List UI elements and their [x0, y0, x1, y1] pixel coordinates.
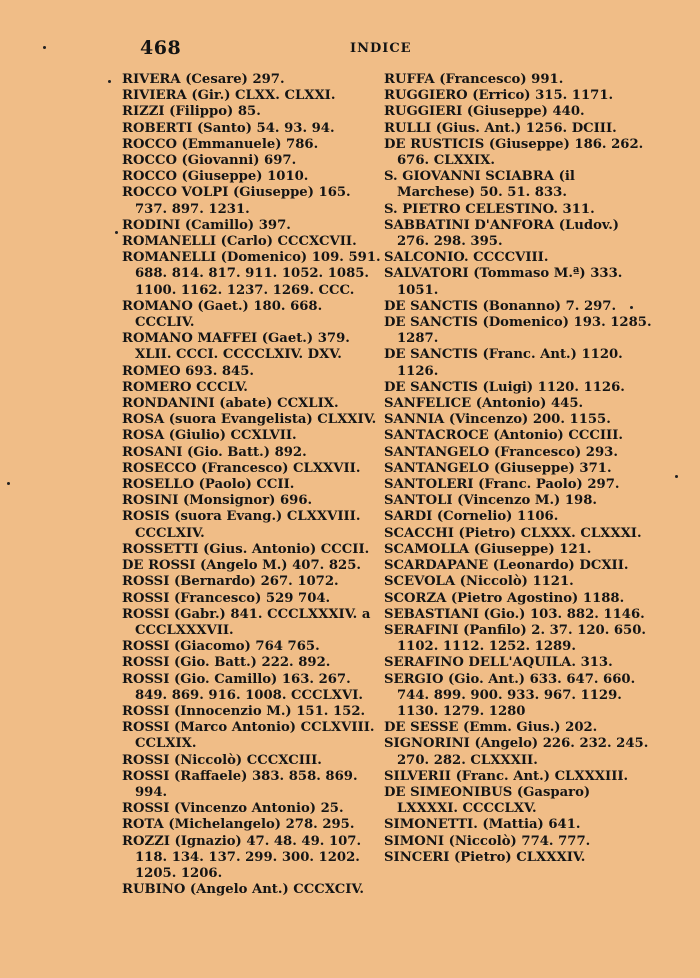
index-entry: SCORZA (Pietro Agostino) 1188. [384, 590, 625, 606]
index-entry: ROSSI (Francesco) 529 704. [122, 590, 331, 606]
index-entry: SANTANGELO (Giuseppe) 371. [384, 460, 612, 476]
index-entry: DE SANCTIS (Domenico) 193. 1285. 1287. [384, 315, 652, 347]
index-entry: ROSANI (Gio. Batt.) 892. [122, 444, 307, 460]
index-entry: SCEVOLA (Niccolò) 1121. [384, 574, 574, 590]
index-entry: SINCERI (Pietro) CLXXXIV. [384, 849, 586, 865]
index-entry: S. PIETRO CELESTINO. 311. [384, 201, 595, 217]
index-column-right [384, 72, 654, 866]
index-entry: ROCCO VOLPI (Giuseppe) 165. 737. 897. 1231. [122, 185, 351, 217]
index-entry: ROSIS (suora Evang.) CLXXVIII. CCCLXIV. [122, 509, 361, 541]
index-entry: ROMEO 693. 845. [122, 363, 255, 379]
index-entry: SEBASTIANI (Gio.) 103. 882. 1146. [384, 606, 645, 622]
index-entry: RIZZI (Filippo) 85. [122, 104, 261, 120]
index-entry: RUBINO (Angelo Ant.) CCCXCIV. [122, 882, 364, 898]
page-number: 468 [140, 37, 182, 59]
index-entry: SIGNORINI (Angelo) 226. 232. 245. 270. 282. CLXXXII. [384, 736, 649, 768]
index-entry: DE SANCTIS (Luigi) 1120. 1126. [384, 379, 625, 395]
index-entry: ROMANO (Gaet.) 180. 668. CCCLIV. [122, 298, 323, 331]
index-entry: ROMANELLI (Carlo) CCCXCVII. [122, 234, 357, 250]
index-entry: RIVERA (Cesare) 297. [122, 72, 285, 87]
index-entry: RUFFA (Francesco) 991. [384, 72, 564, 87]
index-entry: SCARDAPANE (Leonardo) DCXII. [384, 558, 629, 574]
index-entry: ROMERO CCCLV. [122, 379, 248, 395]
index-entry: ROSA (Giulio) CCXLVII. [122, 428, 297, 444]
margin-dot [7, 482, 10, 485]
index-entry: SALVATORI (Tommaso M.ª) 333. 1051. [384, 266, 623, 298]
index-entry: ROMANELLI (Domenico) 109. 591. 688. 814. 817. 911. 1052. 1085. 1100. 1162. 1237. 1269. CCC. [122, 250, 381, 298]
index-entry: SANTACROCE (Antonio) CCCIII. [384, 428, 623, 444]
index-entry: ROSSI (Gio. Batt.) 222. 892. [122, 655, 331, 671]
index-entry: ROSA (suora Evangelista) CLXXIV. [122, 412, 377, 428]
index-entry: ROSSI (Bernardo) 267. 1072. [122, 574, 339, 590]
index-entry: ROSSETTI (Gius. Antonio) CCCII. [122, 541, 370, 557]
index-entry: SCAMOLLA (Giuseppe) 121. [384, 541, 592, 557]
index-entry: RUGGIERO (Errico) 315. 1171. [384, 88, 614, 104]
index-entry: ROMANO MAFFEI (Gaet.) 379. XLII. CCCI. CCCCLXIV. DXV. [122, 331, 350, 363]
index-entry: DE ROSSI (Angelo M.) 407. 825. [122, 558, 361, 574]
index-entry: ROSSI (Raffaele) 383. 858. 869. 994. [122, 768, 358, 800]
index-entry: SANTANGELO (Francesco) 293. [384, 444, 618, 460]
margin-dot [108, 80, 111, 83]
margin-dot [675, 475, 678, 478]
index-entry: DE RUSTICIS (Giuseppe) 186. 262. 676. CLXXIX. [384, 136, 644, 169]
index-entry: RUGGIERI (Giuseppe) 440. [384, 104, 585, 120]
index-column-left [122, 72, 384, 898]
index-entry: ROSSI (Gabr.) 841. CCCLXXXIV. a CCCLXXXVII. [122, 606, 371, 638]
index-entry: DE SANCTIS (Bonanno) 7. 297. [384, 298, 617, 314]
index-entry: SERAFINI (Panfilo) 2. 37. 120. 650. 1102. 1112. 1252. 1289. [384, 622, 646, 655]
index-entry: SALCONIO. CCCCVIII. [384, 250, 549, 266]
index-entry: SABBATINI D'ANFORA (Ludov.) 276. 298. 395. [384, 217, 620, 250]
index-entry: RIVIERA (Gir.) CLXX. CLXXI. [122, 88, 336, 104]
index-entry: ROSSI (Giacomo) 764 765. [122, 639, 320, 655]
index-entry: SANTOLERI (Franc. Paolo) 297. [384, 477, 620, 493]
index-entry: SCACCHI (Pietro) CLXXX. CLXXXI. [384, 525, 642, 541]
index-entry: SILVERII (Franc. Ant.) CLXXXIII. [384, 768, 629, 784]
index-entry: SARDI (Cornelio) 1106. [384, 509, 559, 525]
index-entry: ROSECCO (Francesco) CLXXVII. [122, 460, 361, 476]
index-entry: ROSSI (Marco Antonio) CCLXVIII. CCLXIX. [122, 720, 375, 752]
index-entry: SIMONI (Niccolò) 774. 777. [384, 833, 591, 849]
running-head: INDICE [350, 41, 412, 56]
index-entry: ROTA (Michelangelo) 278. 295. [122, 817, 355, 833]
index-entry: ROCCO (Giuseppe) 1010. [122, 169, 309, 185]
index-entry: RODINI (Camillo) 397. [122, 217, 291, 233]
index-entry: SANNIA (Vincenzo) 200. 1155. [384, 412, 611, 428]
index-entry: RONDANINI (abate) CCXLIX. [122, 396, 339, 412]
index-entry: ROBERTI (Santo) 54. 93. 94. [122, 120, 335, 136]
index-entry: SANTOLI (Vincenzo M.) 198. [384, 493, 598, 509]
index-entry: SERGIO (Gio. Ant.) 633. 647. 660. 744. 899. 900. 933. 967. 1129. 1130. 1279. 1280 [384, 671, 636, 719]
index-entry: ROSSI (Vincenzo Antonio) 25. [122, 801, 344, 817]
index-entry: SANFELICE (Antonio) 445. [384, 396, 584, 412]
index-entry: S. GIOVANNI SCIABRA (il Marchese) 50. 51. 833. [384, 169, 575, 201]
index-entry: ROSSI (Innocenzio M.) 151. 152. [122, 703, 366, 719]
index-entry: ROCCO (Giovanni) 697. [122, 153, 297, 169]
margin-dot [43, 46, 46, 49]
margin-dot [115, 231, 118, 234]
index-entry: ROCCO (Emmanuele) 786. [122, 136, 319, 152]
index-entry: SERAFINO DELL'AQUILA. 313. [384, 655, 613, 671]
index-entry: RULLI (Gius. Ant.) 1256. DCIII. [384, 120, 617, 136]
index-entry: ROSELLO (Paolo) CCII. [122, 477, 295, 493]
index-entry: ROSSI (Niccolò) CCCXCIII. [122, 752, 322, 768]
index-entry: ROSSI (Gio. Camillo) 163. 267. 849. 869. 916. 1008. CCCLXVI. [122, 671, 363, 703]
index-entry: DE SIMEONIBUS (Gasparo) LXXXXI. CCCCLXV. [384, 784, 591, 817]
index-entry: DE SANCTIS (Franc. Ant.) 1120. 1126. [384, 347, 623, 379]
index-entry: DE SESSE (Emm. Gius.) 202. [384, 720, 598, 736]
index-entry: SIMONETTI. (Mattia) 641. [384, 817, 581, 833]
index-entry: ROSINI (Monsignor) 696. [122, 493, 313, 509]
index-entry: ROZZI (Ignazio) 47. 48. 49. 107. 118. 134. 137. 299. 300. 1202. 1205. 1206. [122, 833, 362, 881]
